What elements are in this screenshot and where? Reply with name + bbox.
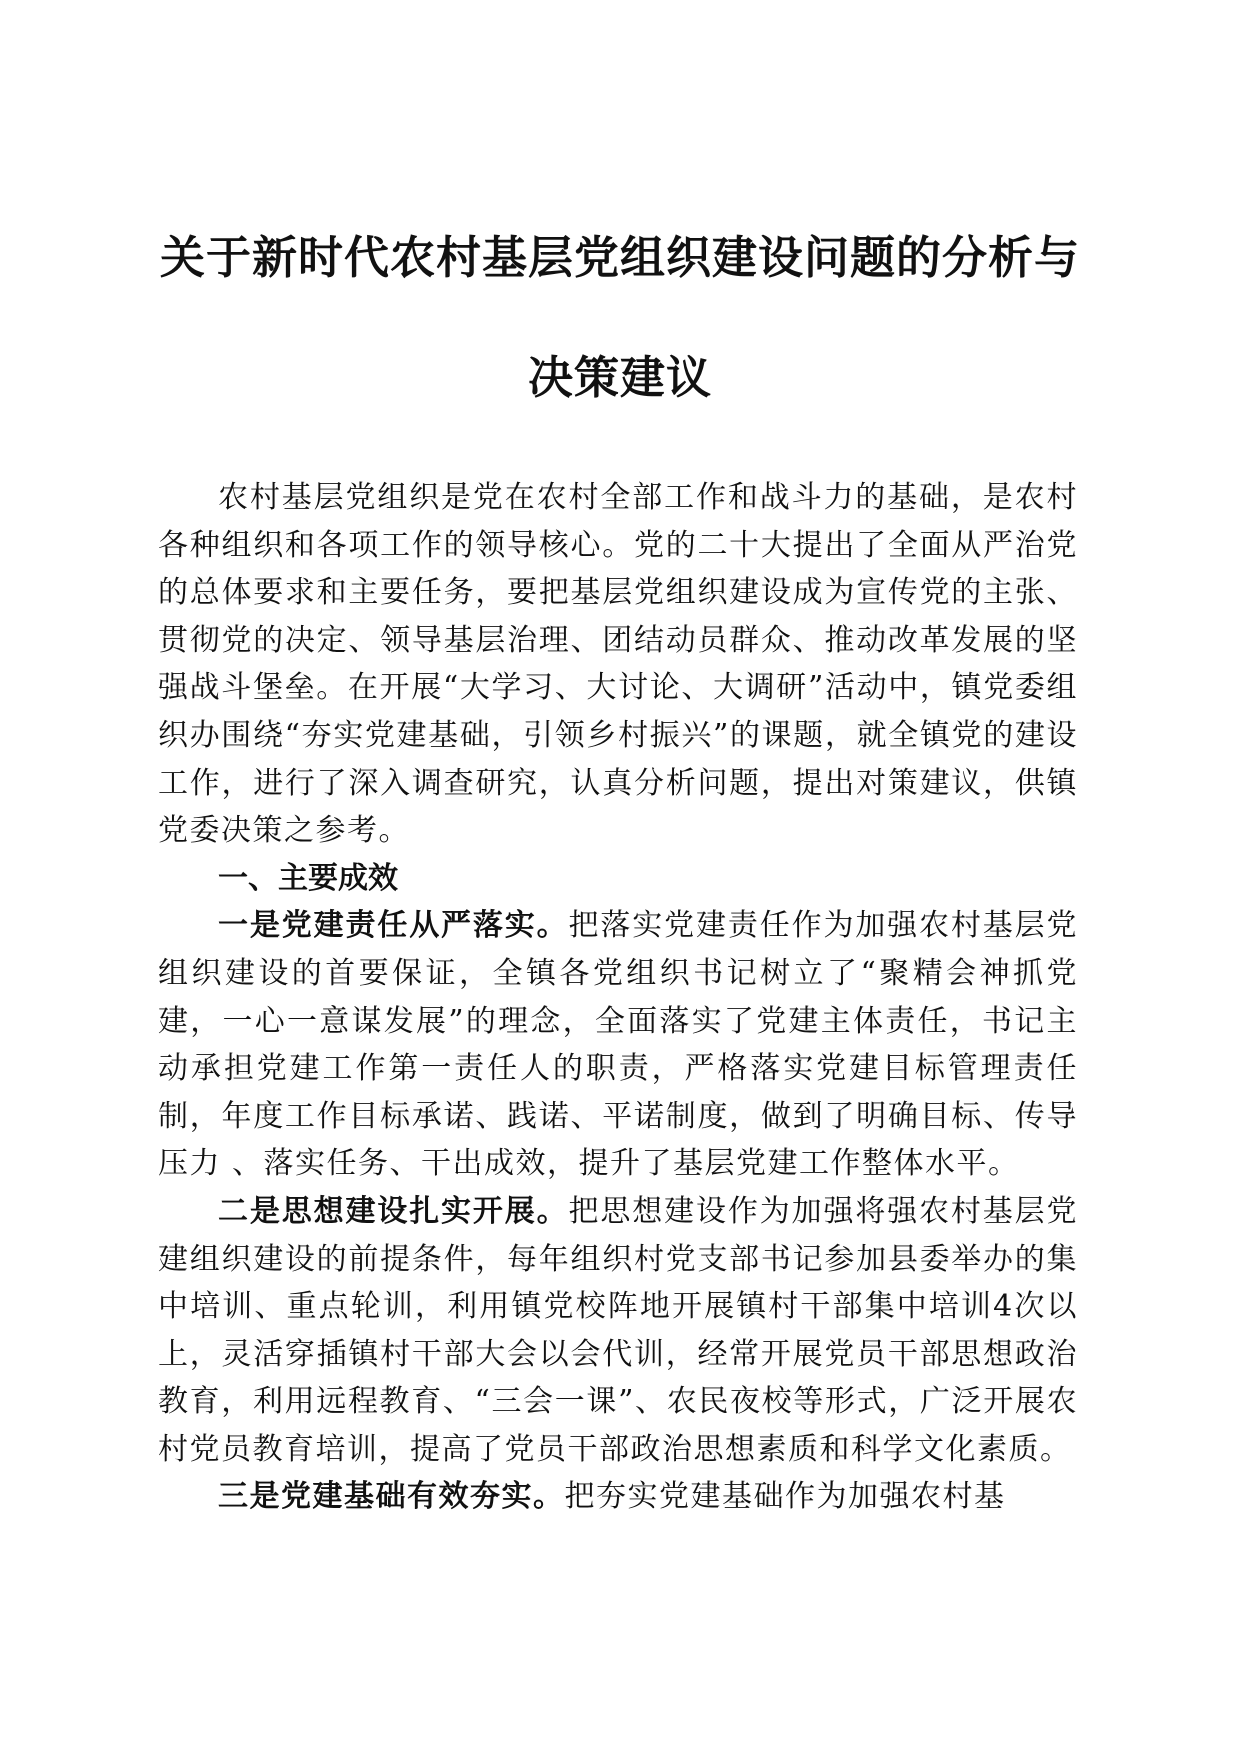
document-title-line-1: 关于新时代农村基层党组织建设问题的分析与	[159, 231, 1080, 284]
result-item-3	[158, 1473, 1078, 1521]
document-title-line-2: 决策建议	[527, 351, 712, 404]
result-item-2-lead: 二是思想建设扎实开展。	[218, 1193, 569, 1229]
result-item-3-lead: 三是党建基础有效夯实。	[218, 1479, 565, 1515]
result-item-2	[158, 1188, 1078, 1474]
result-item-1-lead: 一是党建责任从严落实。	[218, 908, 569, 944]
result-item-3-text: 把夯实党建基础作为加强农村基	[564, 1479, 1006, 1515]
section-heading-main-results: 一、主要成效	[218, 860, 398, 896]
intro-paragraph: 农村基层党组织是党在农村全部工作和战斗力的基础，是农村各种组织和各项工作的领导核心。党的二十大提出了全面从严治党的总体要求和主要任务，要把基层党组织建设成为宣传党的主张、贯彻党的决定、领导基层治理、团结动员群众、推动改革发展的坚强战斗堡垒。在开展“大学习、大讨论、大调研”活动中，镇党委组织办围绕“夯实党建基础，引领乡村振兴”的课题，就全镇党的建设工作，进行了深入调查研究，认真分析问题，提出对策建议，供镇党委决策之参考。	[158, 480, 1078, 849]
document-body	[158, 474, 1078, 1521]
result-item-1	[158, 902, 1078, 1188]
result-item-2-text: 把思想建设作为加强将强农村基层党建组织建设的前提条件，每年组织村党支部书记参加县委举办的集中培训、重点轮训，利用镇党校阵地开展镇村干部集中培训4次以上，灵活穿插镇村干部大会以会代训，经常开展党员干部思想政治教育，利用远程教育、“三会一课”、农民夜校等形式，广泛开展农村党员教育培训，提高了党员干部政治思想素质和科学文化素质。	[158, 1193, 1079, 1467]
result-item-1-text: 把落实党建责任作为加强农村基层党组织建设的首要保证，全镇各党组织书记树立了“聚精会神抓党建，一心一意谋发展”的理念，全面落实了党建主体责任，书记主动承担党建工作第一责任人的职责，严格落实党建目标管理责任制，年度工作目标承诺、践诺、平诺制度，做到了明确目标、传导压力 、落实任务、干出成效，提升了基层党建工作整体水平。	[158, 908, 1079, 1182]
